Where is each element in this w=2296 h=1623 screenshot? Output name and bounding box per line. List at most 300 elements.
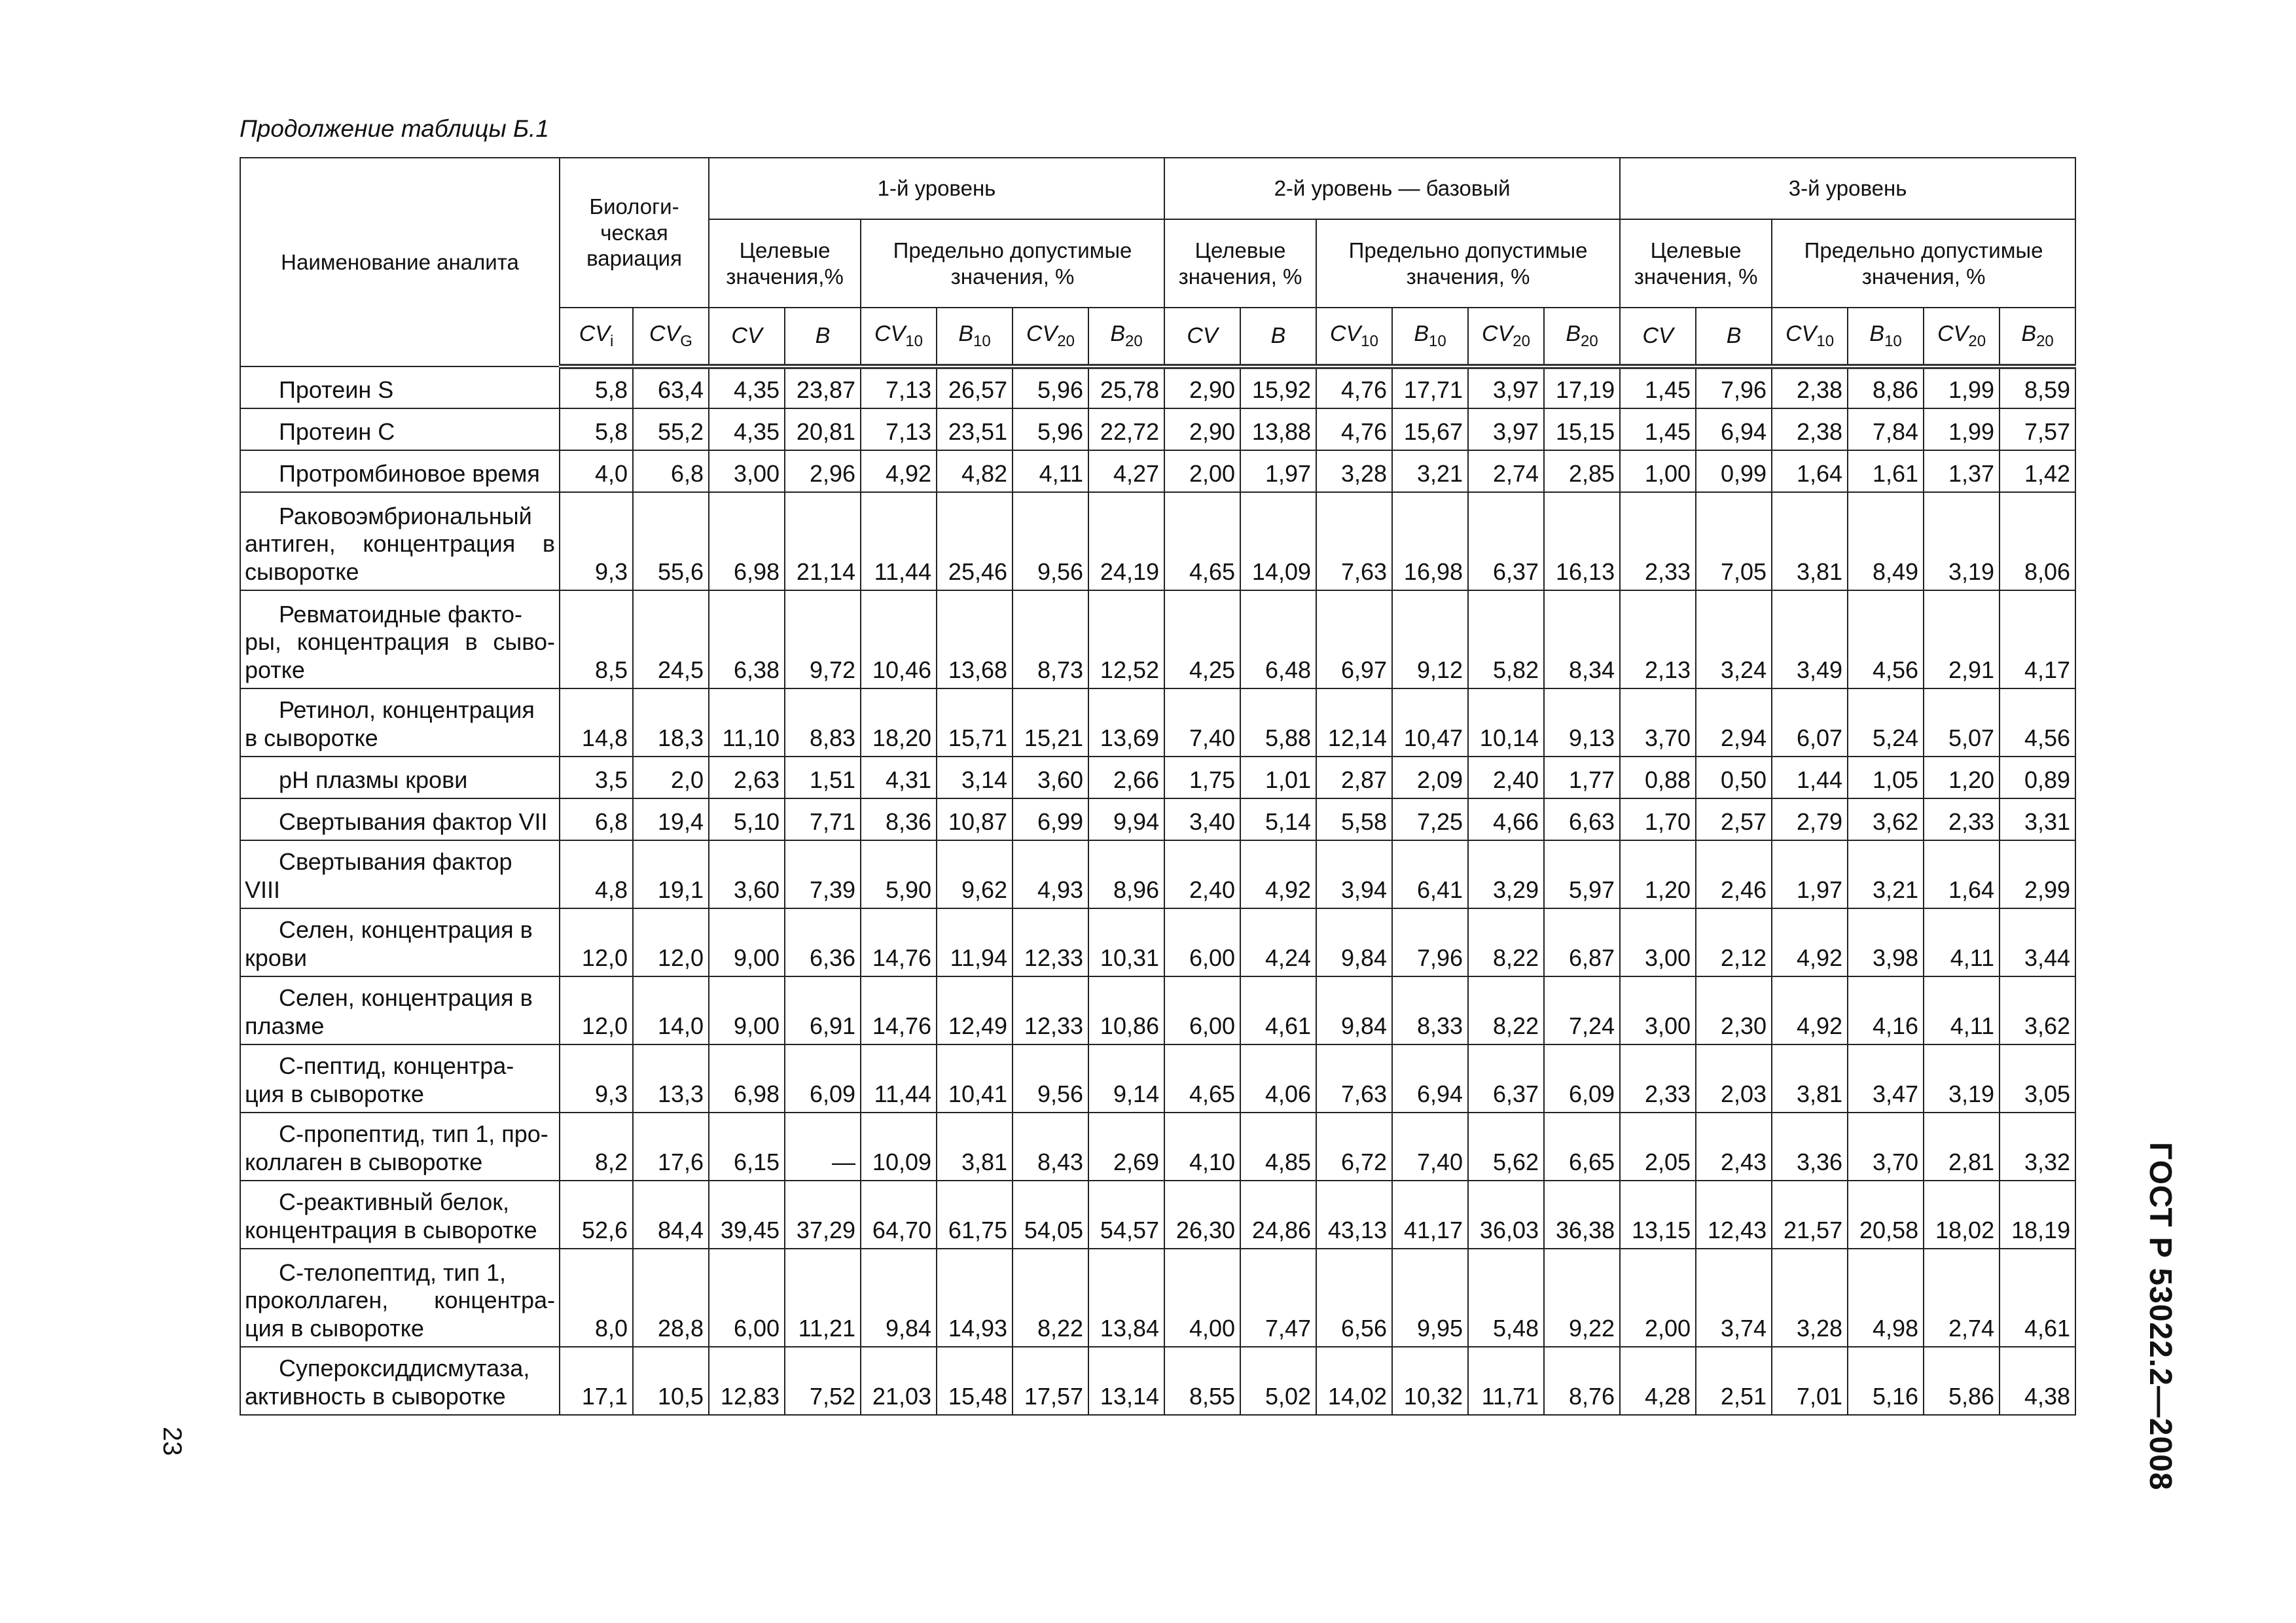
table-cell: 3,98 [1848, 908, 1924, 976]
table-cell: 28,8 [633, 1249, 709, 1347]
table-cell: 15,67 [1392, 408, 1468, 450]
analyte-name: Свертывания фактор VII [240, 798, 560, 840]
table-cell: 4,28 [1620, 1347, 1696, 1415]
table-cell: 13,88 [1240, 408, 1316, 450]
table-cell: 22,72 [1088, 408, 1164, 450]
table-cell: 4,24 [1240, 908, 1316, 976]
table-cell: 4,92 [1772, 908, 1848, 976]
table-cell: 7,24 [1544, 976, 1620, 1044]
table-cell: 2,57 [1696, 798, 1772, 840]
analyte-name: Протеин С [240, 408, 560, 450]
table-cell: 7,96 [1696, 366, 1772, 408]
table-cell: 4,92 [1772, 976, 1848, 1044]
table-cell: 6,48 [1240, 590, 1316, 688]
table-cell: 5,8 [560, 408, 633, 450]
table-cell: 8,73 [1013, 590, 1088, 688]
header-symbol: $CV_G$ [633, 308, 709, 366]
table-cell: 3,21 [1392, 450, 1468, 492]
table-cell: 5,07 [1924, 688, 2000, 757]
header-symbol: $CV_{10}$ [1772, 308, 1848, 366]
table-cell: 1,44 [1772, 757, 1848, 798]
table-cell: 10,41 [937, 1044, 1013, 1113]
table-cell: 3,24 [1696, 590, 1772, 688]
table-cell: 12,14 [1316, 688, 1392, 757]
table-cell: 17,1 [560, 1347, 633, 1415]
table-cell: 0,89 [2000, 757, 2075, 798]
table-cell: 8,34 [1544, 590, 1620, 688]
table-cell: 2,00 [1164, 450, 1240, 492]
table-cell: 9,3 [560, 1044, 633, 1113]
table-cell: 7,63 [1316, 492, 1392, 590]
header-symbol: B [1240, 308, 1316, 366]
table-cell: 3,97 [1468, 366, 1544, 408]
table-cell: 15,15 [1544, 408, 1620, 450]
table-cell: 9,62 [937, 840, 1013, 908]
analyte-name: С-пептид, концентра- ция в сыворотке [240, 1044, 560, 1113]
table-cell: 21,14 [785, 492, 861, 590]
header-symbol: $B_{10}$ [1392, 308, 1468, 366]
table-cell: 6,99 [1013, 798, 1088, 840]
table-cell: 9,00 [709, 976, 785, 1044]
table-cell: 13,84 [1088, 1249, 1164, 1347]
table-cell: 14,93 [937, 1249, 1013, 1347]
table-cell: 4,31 [861, 757, 937, 798]
table-cell: 10,31 [1088, 908, 1164, 976]
table-cell: 3,28 [1316, 450, 1392, 492]
table-cell: 3,29 [1468, 840, 1544, 908]
table-cell: 8,43 [1013, 1113, 1088, 1181]
table-cell: 6,37 [1468, 492, 1544, 590]
table-cell: 36,38 [1544, 1181, 1620, 1249]
table-cell: 4,0 [560, 450, 633, 492]
table-cell: 1,00 [1620, 450, 1696, 492]
table-cell: 12,33 [1013, 908, 1088, 976]
header-bio-variation: Биологи- ческая вариация [560, 158, 709, 308]
table-cell: 15,71 [937, 688, 1013, 757]
table-cell: 6,98 [709, 492, 785, 590]
table-cell: 2,81 [1924, 1113, 2000, 1181]
table-row [240, 798, 2075, 840]
table-cell: 3,60 [1013, 757, 1088, 798]
table-cell: 3,21 [1848, 840, 1924, 908]
table-cell: 6,38 [709, 590, 785, 688]
table-cell: 12,43 [1696, 1181, 1772, 1249]
table-cell: 3,70 [1848, 1113, 1924, 1181]
analyte-name: С-телопептид, тип 1, проколлаген, концентра- ция в сыворотке [240, 1249, 560, 1347]
header-symbol: CV [1164, 308, 1240, 366]
table-cell: 6,63 [1544, 798, 1620, 840]
table-cell: 5,88 [1240, 688, 1316, 757]
table-cell: 13,15 [1620, 1181, 1696, 1249]
table-row [240, 1181, 2075, 1249]
table-cell: 5,10 [709, 798, 785, 840]
table-cell: 1,99 [1924, 408, 2000, 450]
table-cell: 10,47 [1392, 688, 1468, 757]
table-cell: 9,94 [1088, 798, 1164, 840]
header-symbol: CV [709, 308, 785, 366]
table-cell: 6,91 [785, 976, 861, 1044]
table-cell: 24,5 [633, 590, 709, 688]
table-cell: 6,15 [709, 1113, 785, 1181]
table-cell: 10,86 [1088, 976, 1164, 1044]
table-cell: 61,75 [937, 1181, 1013, 1249]
table-cell: 2,66 [1088, 757, 1164, 798]
analyte-name: Селен, концентрация в крови [240, 908, 560, 976]
table-row [240, 688, 2075, 757]
table-cell: 1,97 [1772, 840, 1848, 908]
table-cell: 8,96 [1088, 840, 1164, 908]
table-cell: 2,33 [1924, 798, 2000, 840]
table-cell: 1,05 [1848, 757, 1924, 798]
header-symbol: B [785, 308, 861, 366]
table-cell: 3,81 [1772, 1044, 1848, 1113]
analyte-table [240, 157, 2076, 1416]
table-cell: 10,5 [633, 1347, 709, 1415]
table-cell: 8,5 [560, 590, 633, 688]
table-cell: 6,09 [1544, 1044, 1620, 1113]
table-cell: 3,00 [1620, 908, 1696, 976]
table-cell: 1,42 [2000, 450, 2075, 492]
table-cell: 1,61 [1848, 450, 1924, 492]
table-cell: 2,91 [1924, 590, 2000, 688]
table-cell: 4,92 [1240, 840, 1316, 908]
table-cell: 8,22 [1468, 976, 1544, 1044]
table-cell: 7,01 [1772, 1347, 1848, 1415]
analyte-name: Ревматоидные факто- ры, концентрация в сыво- ротке [240, 590, 560, 688]
table-cell: 13,68 [937, 590, 1013, 688]
table-cell: 7,63 [1316, 1044, 1392, 1113]
table-cell: 8,06 [2000, 492, 2075, 590]
table-cell: 10,14 [1468, 688, 1544, 757]
table-cell: 14,8 [560, 688, 633, 757]
table-cell: 2,40 [1468, 757, 1544, 798]
table-cell: 16,13 [1544, 492, 1620, 590]
table-cell: 8,49 [1848, 492, 1924, 590]
table-cell: 5,97 [1544, 840, 1620, 908]
table-cell: 7,57 [2000, 408, 2075, 450]
table-cell: 1,75 [1164, 757, 1240, 798]
table-cell: 2,90 [1164, 366, 1240, 408]
table-cell: 2,38 [1772, 366, 1848, 408]
table-cell: 3,32 [2000, 1113, 2075, 1181]
table-cell: 0,88 [1620, 757, 1696, 798]
table-cell: 5,24 [1848, 688, 1924, 757]
table-cell: 55,2 [633, 408, 709, 450]
table-cell: 54,57 [1088, 1181, 1164, 1249]
table-cell: 5,14 [1240, 798, 1316, 840]
table-cell: 5,58 [1316, 798, 1392, 840]
analyte-name: Протеин S [240, 366, 560, 408]
table-cell: 2,38 [1772, 408, 1848, 450]
table-cell: 3,60 [709, 840, 785, 908]
table-cell: 6,00 [1164, 976, 1240, 1044]
table-cell: 12,0 [560, 976, 633, 1044]
table-cell: 3,40 [1164, 798, 1240, 840]
header-target-l3: Целевые значения, % [1620, 219, 1772, 308]
table-cell: 4,76 [1316, 366, 1392, 408]
table-row [240, 1113, 2075, 1181]
table-cell: 6,8 [560, 798, 633, 840]
table-cell: 6,00 [1164, 908, 1240, 976]
table-row [240, 976, 2075, 1044]
table-cell: 4,66 [1468, 798, 1544, 840]
table-cell: 2,96 [785, 450, 861, 492]
table-caption: Продолжение таблицы Б.1 [240, 115, 549, 142]
table-cell: 8,2 [560, 1113, 633, 1181]
table-cell: 12,52 [1088, 590, 1164, 688]
table-cell: 1,20 [1924, 757, 2000, 798]
table-cell: 24,86 [1240, 1181, 1316, 1249]
table-cell: 4,17 [2000, 590, 2075, 688]
table-cell: 11,10 [709, 688, 785, 757]
table-row [240, 1347, 2075, 1415]
analyte-name: С-реактивный белок, концентрация в сыворотке [240, 1181, 560, 1249]
table-cell: 8,0 [560, 1249, 633, 1347]
table-cell: 11,44 [861, 1044, 937, 1113]
table-cell: 18,02 [1924, 1181, 2000, 1249]
table-cell: 41,17 [1392, 1181, 1468, 1249]
header-level-1: 1-й уровень [709, 158, 1164, 219]
table-cell: 5,16 [1848, 1347, 1924, 1415]
table-cell: 10,32 [1392, 1347, 1468, 1415]
table-cell: 6,8 [633, 450, 709, 492]
analyte-name: Селен, концентрация в плазме [240, 976, 560, 1044]
table-cell: 0,50 [1696, 757, 1772, 798]
table-cell: 12,0 [560, 908, 633, 976]
table-cell: 18,20 [861, 688, 937, 757]
table-cell: 2,51 [1696, 1347, 1772, 1415]
table-cell: 9,95 [1392, 1249, 1468, 1347]
table-cell: 6,94 [1392, 1044, 1468, 1113]
table-cell: 4,98 [1848, 1249, 1924, 1347]
table-cell: — [785, 1113, 861, 1181]
table-cell: 8,59 [2000, 366, 2075, 408]
table-cell: 9,84 [861, 1249, 937, 1347]
table-cell: 19,4 [633, 798, 709, 840]
table-cell: 7,71 [785, 798, 861, 840]
analyte-name: Раковоэмбриональный антиген, концентрация в сыворотке [240, 492, 560, 590]
table-cell: 4,25 [1164, 590, 1240, 688]
table-cell: 16,98 [1392, 492, 1468, 590]
table-cell: 3,05 [2000, 1044, 2075, 1113]
table-cell: 4,16 [1848, 976, 1924, 1044]
table-cell: 2,87 [1316, 757, 1392, 798]
table-cell: 5,62 [1468, 1113, 1544, 1181]
table-cell: 4,65 [1164, 1044, 1240, 1113]
table-cell: 6,00 [709, 1249, 785, 1347]
table-cell: 1,70 [1620, 798, 1696, 840]
table-row [240, 590, 2075, 688]
table-cell: 3,5 [560, 757, 633, 798]
table-cell: 1,45 [1620, 408, 1696, 450]
header-symbol: $CV_i$ [560, 308, 633, 366]
table-cell: 17,19 [1544, 366, 1620, 408]
table-cell: 8,55 [1164, 1347, 1240, 1415]
table-cell: 3,44 [2000, 908, 2075, 976]
header-symbol: $B_{20}$ [1088, 308, 1164, 366]
table-cell: 4,10 [1164, 1113, 1240, 1181]
table-cell: 1,97 [1240, 450, 1316, 492]
table-cell: 26,57 [937, 366, 1013, 408]
table-cell: 2,79 [1772, 798, 1848, 840]
table-cell: 3,31 [2000, 798, 2075, 840]
table-cell: 12,49 [937, 976, 1013, 1044]
table-cell: 10,09 [861, 1113, 937, 1181]
table-cell: 9,84 [1316, 908, 1392, 976]
header-symbol: $CV_{20}$ [1924, 308, 2000, 366]
table-cell: 1,77 [1544, 757, 1620, 798]
table-cell: 9,84 [1316, 976, 1392, 1044]
table-cell: 25,46 [937, 492, 1013, 590]
table-cell: 8,36 [861, 798, 937, 840]
table-cell: 14,76 [861, 976, 937, 1044]
table-cell: 2,33 [1620, 1044, 1696, 1113]
table-cell: 1,37 [1924, 450, 2000, 492]
table-cell: 3,62 [1848, 798, 1924, 840]
table-cell: 12,83 [709, 1347, 785, 1415]
table-cell: 1,99 [1924, 366, 2000, 408]
table-cell: 4,85 [1240, 1113, 1316, 1181]
table-cell: 15,48 [937, 1347, 1013, 1415]
table-cell: 4,27 [1088, 450, 1164, 492]
table-cell: 8,22 [1468, 908, 1544, 976]
table-cell: 6,98 [709, 1044, 785, 1113]
table-cell: 4,61 [1240, 976, 1316, 1044]
table-cell: 17,6 [633, 1113, 709, 1181]
table-cell: 15,92 [1240, 366, 1316, 408]
table-cell: 2,90 [1164, 408, 1240, 450]
table-cell: 8,33 [1392, 976, 1468, 1044]
table-cell: 2,46 [1696, 840, 1772, 908]
table-row [240, 1249, 2075, 1347]
table-row [240, 408, 2075, 450]
table-row [240, 1044, 2075, 1113]
page-number: 23 [158, 1427, 187, 1456]
table-cell: 5,96 [1013, 366, 1088, 408]
table-cell: 4,00 [1164, 1249, 1240, 1347]
table-cell: 6,87 [1544, 908, 1620, 976]
table-cell: 4,56 [2000, 688, 2075, 757]
table-cell: 4,35 [709, 408, 785, 450]
table-cell: 5,82 [1468, 590, 1544, 688]
table-cell: 9,22 [1544, 1249, 1620, 1347]
header-target-l1: Целевые значения,% [709, 219, 861, 308]
table-cell: 0,99 [1696, 450, 1772, 492]
table-cell: 4,8 [560, 840, 633, 908]
header-limit-l2: Предельно допустимые значения, % [1316, 219, 1620, 308]
table-cell: 6,56 [1316, 1249, 1392, 1347]
header-symbol: $B_{20}$ [2000, 308, 2075, 366]
table-cell: 21,57 [1772, 1181, 1848, 1249]
analyte-name: Свертывания фактор VIII [240, 840, 560, 908]
table-cell: 2,94 [1696, 688, 1772, 757]
table-cell: 9,13 [1544, 688, 1620, 757]
table-cell: 2,99 [2000, 840, 2075, 908]
table-cell: 1,01 [1240, 757, 1316, 798]
table-cell: 7,13 [861, 408, 937, 450]
table-cell: 17,57 [1013, 1347, 1088, 1415]
header-analyte: Наименование аналита [240, 158, 560, 366]
table-cell: 6,97 [1316, 590, 1392, 688]
table-cell: 2,00 [1620, 1249, 1696, 1347]
header-limit-l1: Предельно допустимые значения, % [861, 219, 1164, 308]
header-level-2: 2-й уровень — базовый [1164, 158, 1620, 219]
table-cell: 3,70 [1620, 688, 1696, 757]
table-cell: 2,40 [1164, 840, 1240, 908]
table-cell: 8,22 [1013, 1249, 1088, 1347]
table-cell: 3,81 [1772, 492, 1848, 590]
table-cell: 9,14 [1088, 1044, 1164, 1113]
table-cell: 11,21 [785, 1249, 861, 1347]
table-cell: 2,74 [1924, 1249, 2000, 1347]
table-cell: 54,05 [1013, 1181, 1088, 1249]
table-cell: 8,76 [1544, 1347, 1620, 1415]
table-cell: 13,3 [633, 1044, 709, 1113]
table-cell: 4,76 [1316, 408, 1392, 450]
header-symbol: B [1696, 308, 1772, 366]
table-cell: 6,36 [785, 908, 861, 976]
table-cell: 5,48 [1468, 1249, 1544, 1347]
table-cell: 2,30 [1696, 976, 1772, 1044]
header-limit-l3: Предельно допустимые значения, % [1772, 219, 2075, 308]
table-cell: 84,4 [633, 1181, 709, 1249]
table-cell: 17,71 [1392, 366, 1468, 408]
table-cell: 7,39 [785, 840, 861, 908]
table-cell: 2,63 [709, 757, 785, 798]
table-cell: 2,13 [1620, 590, 1696, 688]
table-cell: 1,64 [1772, 450, 1848, 492]
table-cell: 3,36 [1772, 1113, 1848, 1181]
table-cell: 15,21 [1013, 688, 1088, 757]
table-cell: 3,94 [1316, 840, 1392, 908]
table-cell: 2,0 [633, 757, 709, 798]
table-cell: 4,38 [2000, 1347, 2075, 1415]
table-cell: 1,64 [1924, 840, 2000, 908]
table-cell: 6,72 [1316, 1113, 1392, 1181]
table-cell: 3,62 [2000, 976, 2075, 1044]
table-cell: 52,6 [560, 1181, 633, 1249]
header-symbol: $B_{10}$ [1848, 308, 1924, 366]
table-cell: 13,69 [1088, 688, 1164, 757]
header-target-l2: Целевые значения, % [1164, 219, 1316, 308]
table-cell: 63,4 [633, 366, 709, 408]
table-cell: 11,44 [861, 492, 937, 590]
table-cell: 7,84 [1848, 408, 1924, 450]
table-cell: 5,90 [861, 840, 937, 908]
table-row [240, 757, 2075, 798]
table-cell: 9,56 [1013, 1044, 1088, 1113]
table-cell: 3,49 [1772, 590, 1848, 688]
table-cell: 13,14 [1088, 1347, 1164, 1415]
table-cell: 3,19 [1924, 492, 2000, 590]
table-cell: 3,00 [709, 450, 785, 492]
table-cell: 2,74 [1468, 450, 1544, 492]
table-cell: 3,81 [937, 1113, 1013, 1181]
table-cell: 9,12 [1392, 590, 1468, 688]
table-cell: 7,40 [1164, 688, 1240, 757]
header-symbol: $CV_{20}$ [1013, 308, 1088, 366]
analyte-name: С-пропептид, тип 1, про- коллаген в сыворотке [240, 1113, 560, 1181]
standard-designation: ГОСТ Р 53022.2—2008 [2143, 1142, 2178, 1491]
table-cell: 2,85 [1544, 450, 1620, 492]
table-row [240, 492, 2075, 590]
table-cell: 7,52 [785, 1347, 861, 1415]
table-cell: 8,86 [1848, 366, 1924, 408]
table-cell: 5,96 [1013, 408, 1088, 450]
table-cell: 9,3 [560, 492, 633, 590]
table-cell: 4,92 [861, 450, 937, 492]
header-symbol: $CV_{10}$ [861, 308, 937, 366]
